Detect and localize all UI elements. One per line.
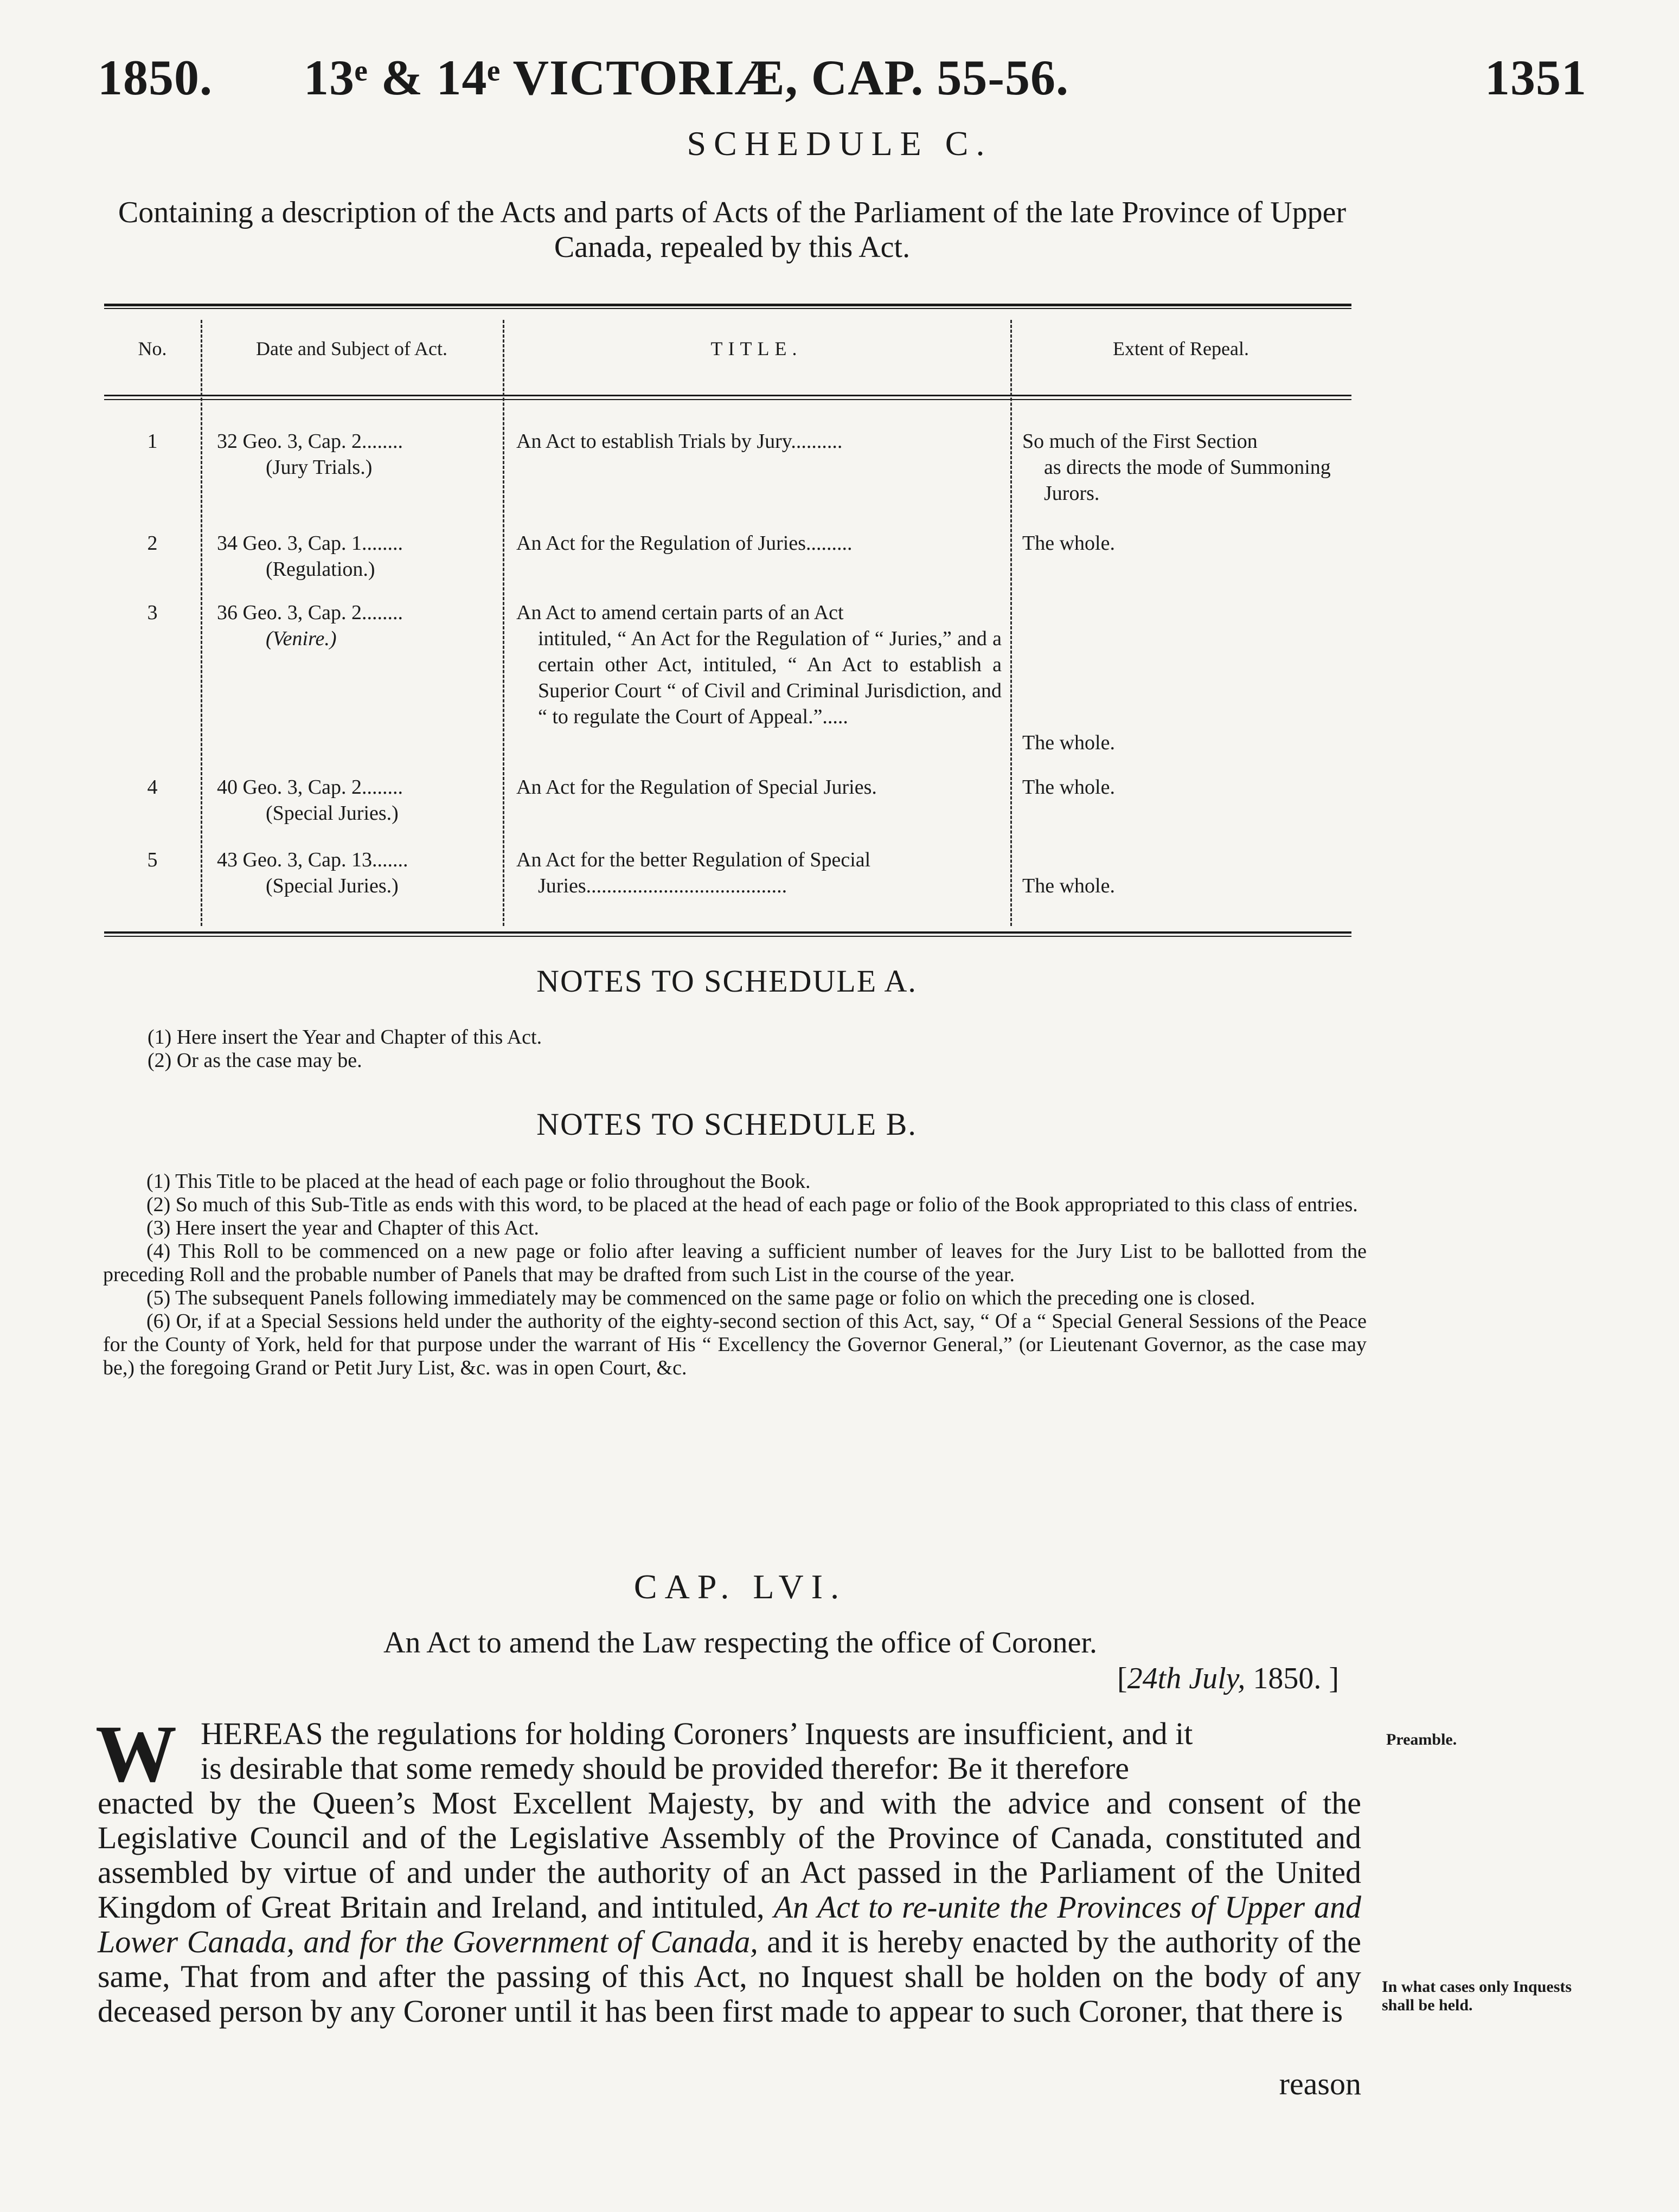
repeal-table (104, 304, 1351, 938)
row-1-date (217, 428, 494, 480)
act-date-year: 1850. (1253, 1662, 1322, 1695)
running-head (98, 49, 1587, 108)
body-para-3: enacted by the Queen’s Most Excellent Majesty, by and with the advice and consent of the Legislative Council and of the Legislative Assembly of the Province of Canada, constituted and assembled by virtue of and under the authority of an Act passed in the Parliament of the United Kingdom of Great Britain and Ireland, and intituled, (98, 1785, 1361, 1925)
row-1-no: 1 (147, 430, 158, 453)
margin-note-preamble: Preamble. (1386, 1731, 1457, 1748)
body-line-1: HEREAS the regulations for holding Coroners’ Inquests are insufficient, and it (201, 1716, 1193, 1751)
note-b-6: (6) Or, if at a Special Sessions held under the authority of the eighty-second section of this Act, say, “ Of a “ Special General Sessions of the Peace for the County of York, held for that purpose under the warrant of His “ Excellency the Governor General,” (or Lieutenant Governor, as the case may be,) the foregoing Grand or Petit Jury List, &c. was in open Court, &c. (103, 1310, 1367, 1379)
row-5-date-text: 43 Geo. 3, Cap. 13....... (217, 848, 408, 871)
row-3-title (516, 600, 1002, 730)
row-2-no: 2 (147, 532, 158, 555)
note-a-1: (1) Here insert the Year and Chapter of this Act. (148, 1026, 542, 1049)
row-4-title: An Act for the Regulation of Special Juries. (516, 776, 877, 799)
act-title: An Act to amend the Law respecting the office of Coroner. (383, 1626, 1098, 1660)
row-3-date-text: 36 Geo. 3, Cap. 2........ (217, 601, 403, 624)
drop-cap: W (95, 1709, 177, 1799)
table-rule-bottom-thin (104, 936, 1351, 937)
row-1-date-text: 32 Geo. 3, Cap. 2........ (217, 430, 403, 453)
note-b-3: (3) Here insert the year and Chapter of this Act. (146, 1217, 539, 1239)
column-divider (201, 320, 202, 926)
running-head-year: 1850. (98, 50, 213, 105)
row-4-subject: (Special Juries.) (266, 802, 399, 825)
row-2-date (217, 530, 494, 582)
row-3-title-cont: intituled, “ An Act for the Regulation of “ Juries,” and a certain other Act, intituled, “ An Act to establish a Superior Court “ of Civil and Criminal Jurisdiction, and “ to regulate the Court of Appeal.”..... (538, 627, 1002, 728)
note-b-2: (2) So much of this Sub-Title as ends with this word, to be placed at the head of each page or folio of the Book appropriated to this class of entries. (146, 1193, 1358, 1216)
notes-a-list (148, 1026, 1411, 1072)
running-head-title: 13ᵉ & 14ᵉ VICTORIÆ, CAP. 55-56. (304, 50, 1069, 105)
header-extent: Extent of Repeal. (1113, 338, 1249, 359)
note-a-2: (2) Or as the case may be. (148, 1049, 362, 1072)
row-4-no: 4 (147, 776, 158, 799)
table-rule-top-thin (104, 308, 1351, 309)
row-3-no: 3 (147, 601, 158, 624)
row-5-no: 5 (147, 848, 158, 871)
note-b-4: (4) This Roll to be commenced on a new page or folio after leaving a sufficient number of leaves for the Jury List to be ballotted from the preceding Roll and the probable number of Panels that may be drafted from such List in the course of the year. (103, 1240, 1367, 1286)
schedule-title: SCHEDULE C. (687, 124, 992, 163)
act-date (1117, 1661, 1339, 1696)
schedule-description: Containing a description of the Acts and parts of Acts of the Parliament of the late Province of Upper Canada, repealed by this Act. (118, 196, 1347, 264)
row-5-title-cont: Juries....................................... (538, 874, 787, 897)
row-1-extent-line-2: as directs the mode of Summoning Jurors. (1044, 456, 1331, 505)
row-5-extent: The whole. (1022, 874, 1115, 897)
notes-a-heading: NOTES TO SCHEDULE A. (536, 963, 917, 999)
notes-b-heading: NOTES TO SCHEDULE B. (536, 1107, 917, 1142)
row-1-title: An Act to establish Trials by Jury.......... (516, 430, 843, 453)
table-rule-header-thin (104, 399, 1351, 400)
catchword: reason (1279, 2066, 1361, 2101)
row-5-subject: (Special Juries.) (266, 874, 399, 897)
act-date-close-bracket: ] (1329, 1662, 1340, 1695)
row-2-date-text: 34 Geo. 3, Cap. 1........ (217, 532, 403, 555)
body-italic-title: An Act to re-unite the Provinces of Upper and Lower Canada, and for the Government of Canada, (98, 1889, 1361, 1959)
row-4-date (217, 774, 494, 826)
row-3-subject: (Venire.) (266, 627, 337, 650)
row-4-extent: The whole. (1022, 776, 1115, 799)
row-3-extent: The whole. (1022, 731, 1115, 754)
body-line-2: is desirable that some remedy should be provided therefor: Be it therefore (201, 1751, 1130, 1786)
chapter-title: CAP. LVI. (633, 1567, 847, 1606)
row-5-date (217, 847, 494, 899)
column-divider (503, 320, 504, 926)
row-3-title-line-1: An Act to amend certain parts of an Act (516, 601, 844, 624)
column-divider (1010, 320, 1012, 926)
row-5-title-line-1: An Act for the better Regulation of Special (516, 848, 871, 871)
header-no: No. (138, 338, 167, 359)
note-b-1: (1) This Title to be placed at the head of each page or folio throughout the Book. (146, 1170, 811, 1193)
row-2-extent: The whole. (1022, 532, 1115, 555)
page-number: 1351 (1485, 50, 1587, 105)
act-body (98, 1716, 1361, 2029)
row-1-extent (1022, 428, 1348, 506)
row-2-subject: (Regulation.) (266, 558, 375, 581)
margin-note-inquests: In what cases only Inquests shall be held. (1382, 1978, 1572, 2014)
row-4-date-text: 40 Geo. 3, Cap. 2........ (217, 776, 403, 799)
row-3-date (217, 600, 494, 652)
row-1-extent-line-1: So much of the First Section (1022, 430, 1258, 453)
table-rule-top (104, 304, 1351, 306)
body-para-4: and it is hereby enacted by the authority of the same, That from and after the passing of this Act, no Inquest shall be holden on the body of any deceased person by any Coroner until it has been first made to appear to such Coroner, that there is (98, 1924, 1361, 2029)
row-5-title (516, 847, 1002, 899)
note-b-5: (5) The subsequent Panels following immediately may be commenced on the same page or folio on which the preceding one is closed. (146, 1287, 1255, 1309)
table-rule-bottom (104, 931, 1351, 934)
table-rule-header (104, 395, 1351, 396)
notes-b-list (103, 1170, 1367, 1380)
row-1-subject: (Jury Trials.) (266, 456, 373, 479)
act-date-open-bracket: [ (1117, 1662, 1127, 1695)
row-2-title: An Act for the Regulation of Juries......... (516, 532, 853, 555)
header-title: TITLE. (710, 338, 803, 359)
header-date: Date and Subject of Act. (256, 338, 447, 359)
act-date-day: 24th July, (1127, 1662, 1246, 1695)
